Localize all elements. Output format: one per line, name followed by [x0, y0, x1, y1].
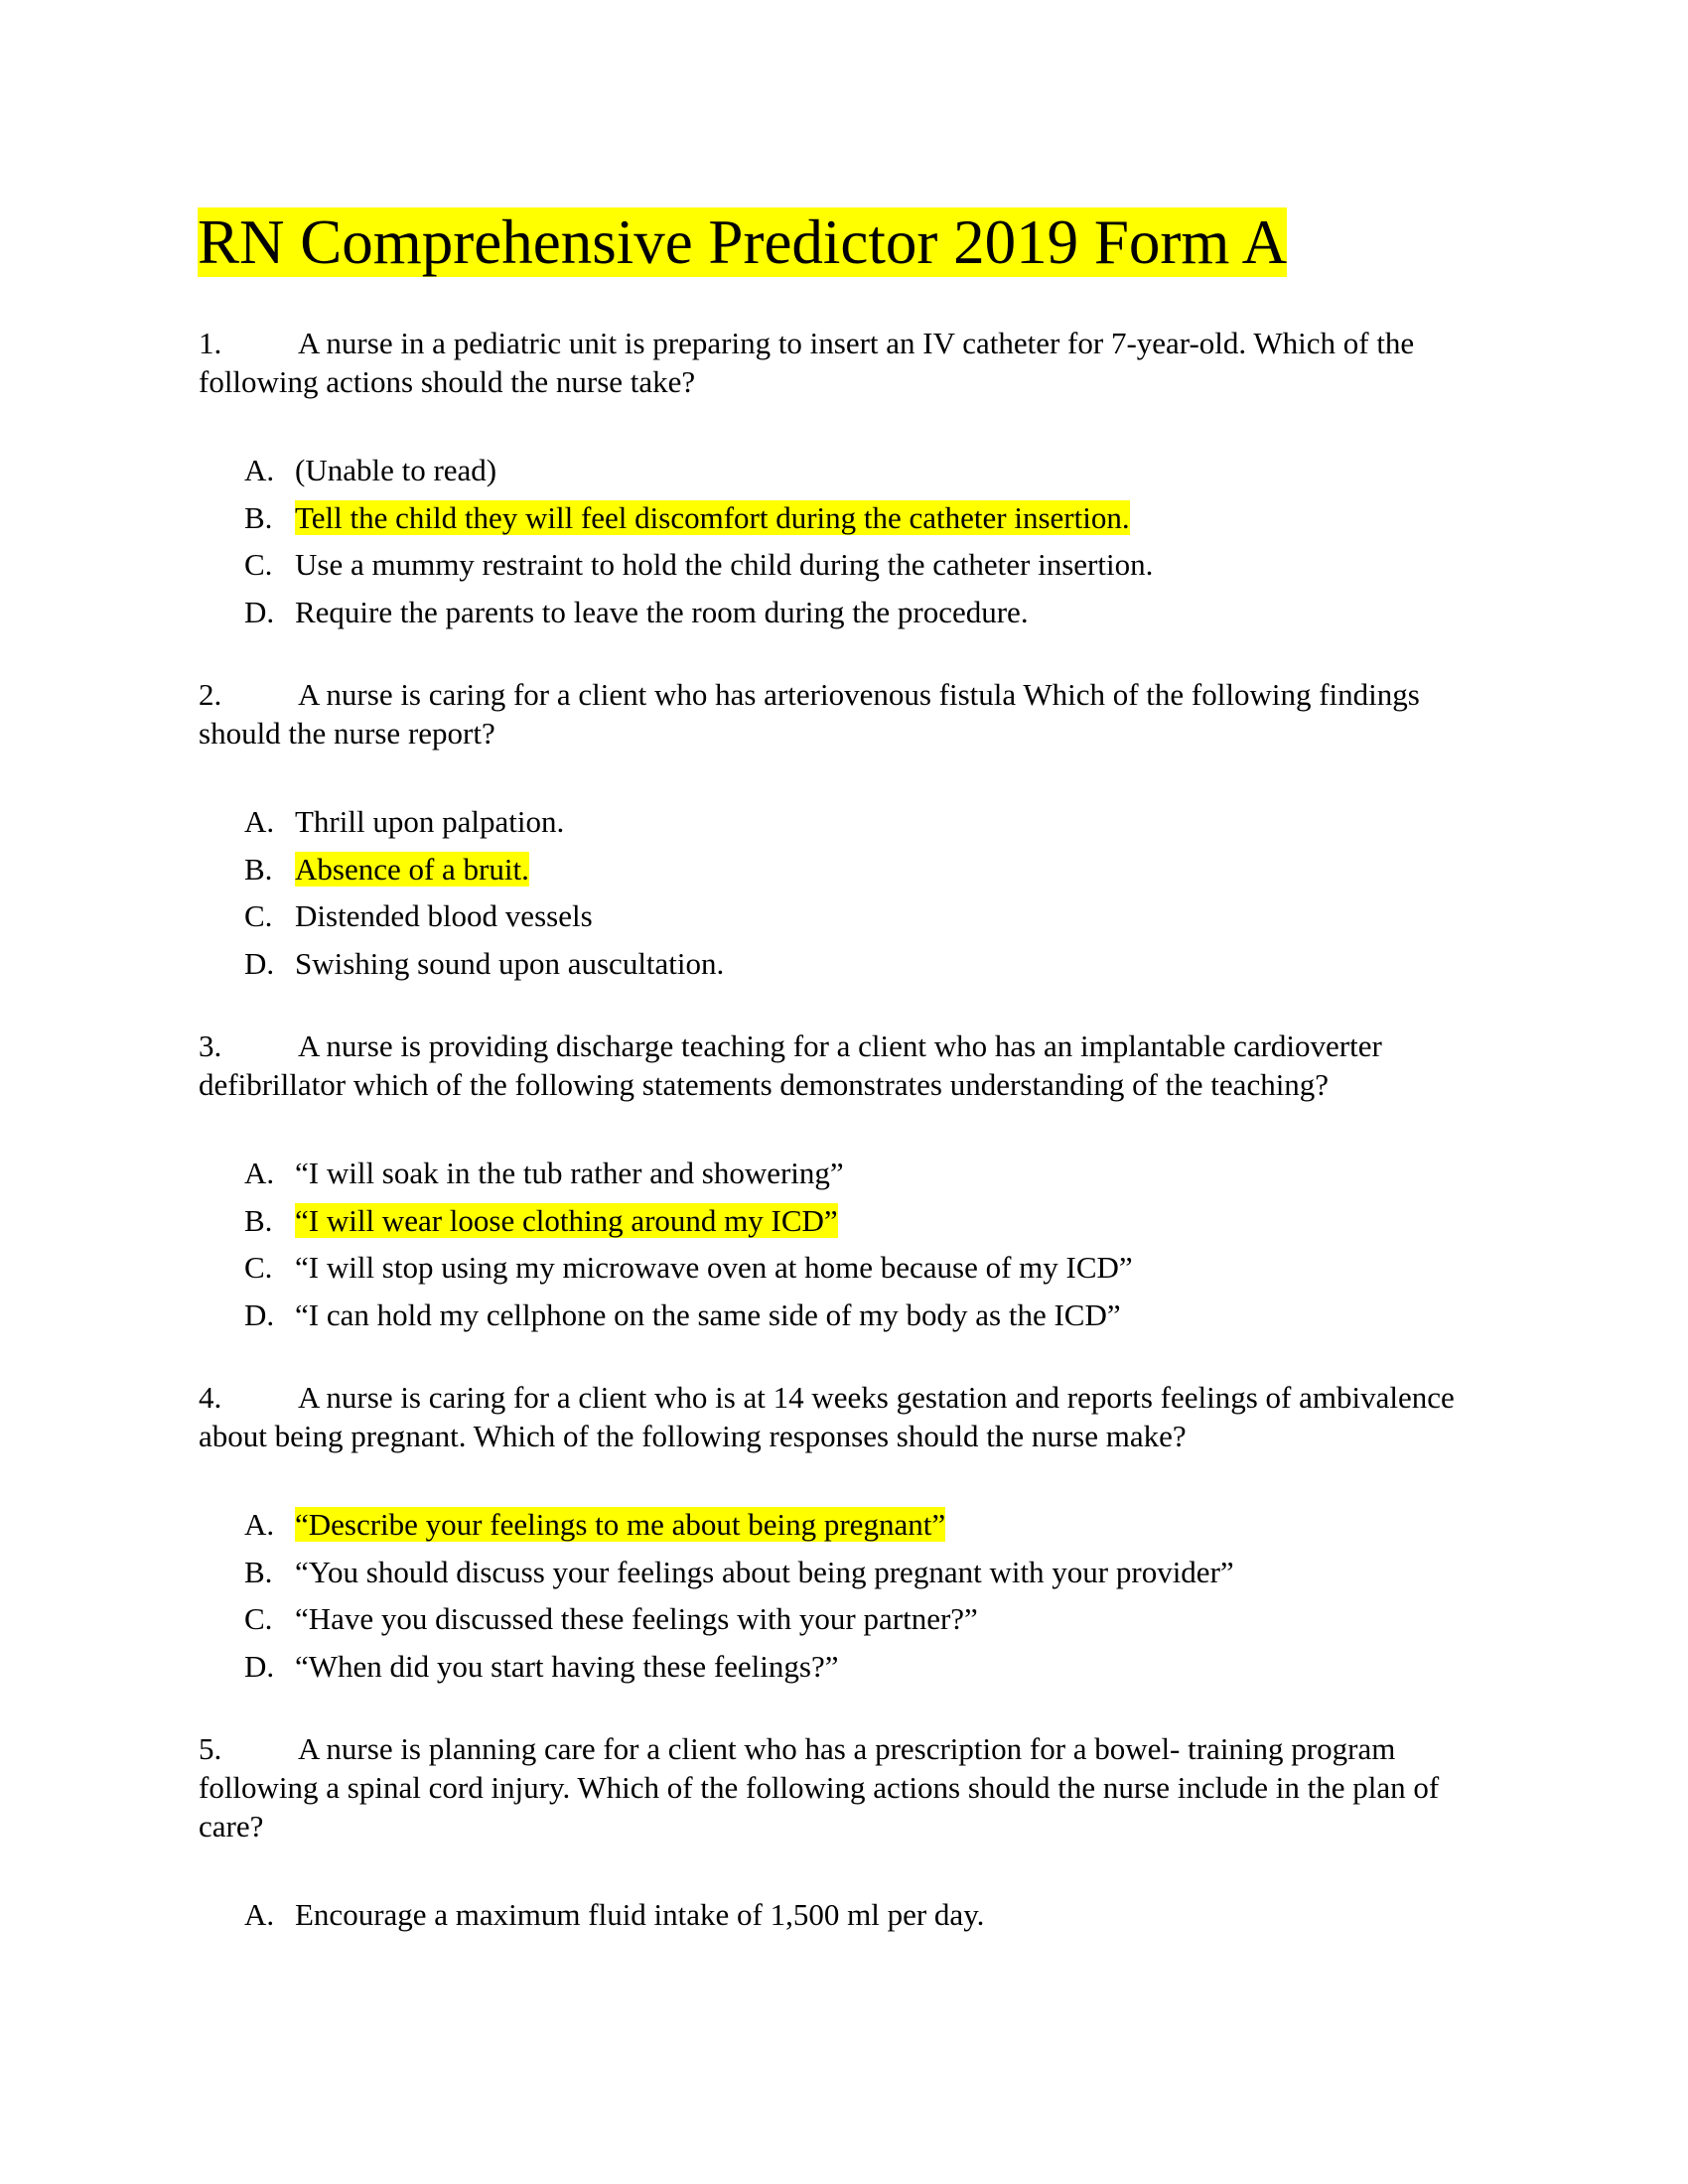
question-3 — [199, 1026, 1489, 1104]
question-number: 5. — [199, 1731, 222, 1766]
option-letter: C. — [244, 547, 273, 582]
document-title — [198, 204, 1287, 281]
option-text-highlighted: Absence of a bruit. — [295, 851, 529, 887]
option-c — [244, 545, 1485, 593]
option-text: Swishing sound upon auscultation. — [295, 945, 725, 981]
question-text: A nurse is caring for a client who is at 14 weeks gestation and reports feelings of ambivalence about being pregnant. Which of the following responses should the nurse make? — [199, 1380, 1455, 1453]
question-4 — [199, 1378, 1489, 1455]
option-letter: B. — [244, 1554, 273, 1589]
question-5 — [199, 1729, 1489, 1845]
option-b — [244, 1553, 1485, 1600]
question-text: A nurse is providing discharge teaching for a client who has an implantable cardioverter defibrillator which of the following statements demonstrates understanding of the teaching? — [199, 1028, 1382, 1102]
option-text: “You should discuss your feelings about being pregnant with your provider” — [295, 1554, 1234, 1589]
option-d — [244, 593, 1485, 640]
option-letter: D. — [244, 594, 275, 629]
option-letter: A. — [244, 1156, 275, 1190]
option-text: “I can hold my cellphone on the same side of my body as the ICD” — [295, 1297, 1121, 1332]
option-text: “When did you start having these feelings?” — [295, 1648, 839, 1684]
option-letter: B. — [244, 851, 273, 887]
option-letter: A. — [244, 1897, 275, 1932]
question-1 — [199, 324, 1489, 401]
option-text: Distended blood vessels — [295, 898, 593, 933]
question-text: A nurse in a pediatric unit is preparing to insert an IV catheter for 7-year-old. Which of the following actions should the nurse take? — [199, 326, 1415, 399]
option-d — [244, 1296, 1485, 1343]
option-text-highlighted: “Describe your feelings to me about being pregnant” — [295, 1507, 946, 1542]
option-text-highlighted: “I will wear loose clothing around my ICD” — [295, 1202, 838, 1238]
option-text: Require the parents to leave the room during the procedure. — [295, 594, 1029, 629]
option-b — [244, 498, 1485, 546]
question-3-options — [244, 1154, 1485, 1342]
option-a — [244, 1505, 1485, 1553]
option-a — [244, 1895, 1485, 1943]
question-number: 4. — [199, 1380, 222, 1415]
option-d — [244, 944, 1485, 992]
option-letter: A. — [244, 1507, 275, 1542]
option-d — [244, 1647, 1485, 1695]
question-number: 2. — [199, 677, 222, 712]
option-letter: D. — [244, 1297, 275, 1332]
option-text-highlighted: Tell the child they will feel discomfort during the catheter insertion. — [295, 499, 1130, 535]
option-c — [244, 1599, 1485, 1647]
question-1-options — [244, 451, 1485, 639]
option-text: “Have you discussed these feelings with your partner?” — [295, 1601, 978, 1636]
option-c — [244, 1248, 1485, 1296]
option-letter: B. — [244, 1202, 273, 1238]
question-text: A nurse is planning care for a client who has a prescription for a bowel- training program following a spinal cord injury. Which of the following actions should the nurse include in the plan of care? — [199, 1731, 1440, 1843]
option-a — [244, 1154, 1485, 1201]
option-letter: D. — [244, 945, 275, 981]
question-5-options — [244, 1895, 1485, 1943]
option-letter: D. — [244, 1648, 275, 1684]
option-letter: B. — [244, 499, 273, 535]
question-text: A nurse is caring for a client who has arteriovenous fistula Which of the following findings should the nurse report? — [199, 677, 1420, 751]
option-text: Thrill upon palpation. — [295, 804, 565, 839]
question-number: 1. — [199, 326, 222, 360]
option-text: (Unable to read) — [295, 453, 497, 487]
option-b — [244, 850, 1485, 897]
option-text: Encourage a maximum fluid intake of 1,500 ml per day. — [295, 1897, 985, 1932]
option-b — [244, 1201, 1485, 1249]
option-letter: C. — [244, 898, 273, 933]
option-c — [244, 896, 1485, 944]
option-letter: A. — [244, 453, 275, 487]
option-a — [244, 451, 1485, 498]
option-letter: C. — [244, 1601, 273, 1636]
option-text: “I will soak in the tub rather and showering” — [295, 1156, 844, 1190]
question-4-options — [244, 1505, 1485, 1694]
option-a — [244, 802, 1485, 850]
option-text: Use a mummy restraint to hold the child during the catheter insertion. — [295, 547, 1154, 582]
question-2-options — [244, 802, 1485, 991]
title-highlight: RN Comprehensive Predictor 2019 Form A — [198, 207, 1288, 277]
question-2 — [199, 675, 1489, 752]
option-text: “I will stop using my microwave oven at home because of my ICD” — [295, 1250, 1133, 1285]
option-letter: A. — [244, 804, 275, 839]
question-number: 3. — [199, 1028, 222, 1063]
option-letter: C. — [244, 1250, 273, 1285]
